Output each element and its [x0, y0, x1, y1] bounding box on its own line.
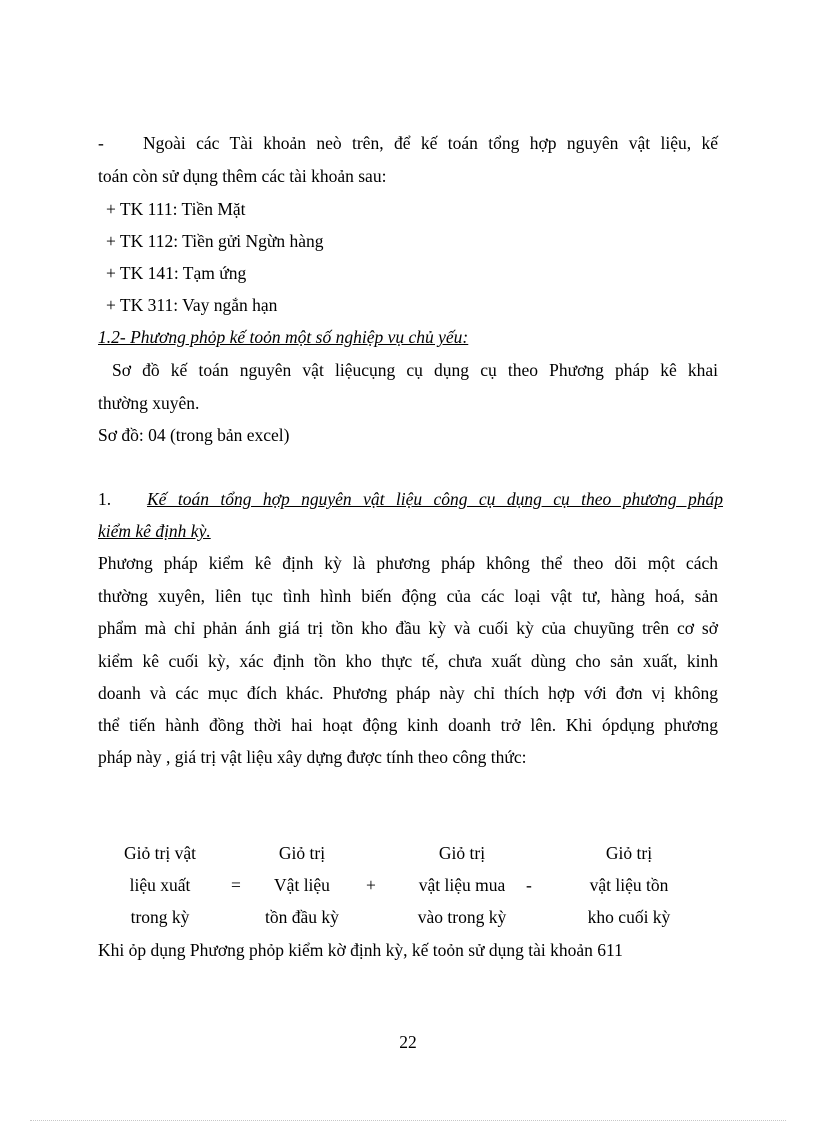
formula-text: vật liệu mua	[418, 875, 506, 895]
section-1-heading-line-1: Kế toán tổng hợp nguyên vật liệu công cụ dụng cụ theo phương pháp	[147, 489, 723, 509]
formula-text: trong kỳ	[130, 907, 190, 927]
section-1-para-line-2: thường xuyên, liên tục tình hình biến động của các loại vật tư, hàng hoá, sản	[98, 586, 718, 606]
formula-text: Giỏ trị	[438, 843, 486, 863]
account-item-112: + TK 112: Tiền gửi Ngừn hàng	[106, 231, 324, 251]
formula-minus: -	[526, 875, 532, 895]
formula-plus: +	[366, 875, 376, 895]
formula-text: Giỏ trị vật	[124, 843, 196, 863]
account-item-141: + TK 141: Tạm ứng	[106, 263, 247, 283]
formula-equals: =	[231, 875, 241, 895]
section-1-para-line-4: kiểm kê cuối kỳ, xác định tồn kho thực tế, chưa xuất dùng cho sản xuất, kinh	[98, 651, 718, 671]
formula-text: vật liệu tồn	[589, 875, 669, 895]
intro-bullet: -	[98, 133, 104, 153]
section-1-2-line-1: Sơ đồ kế toán nguyên vật liệucụng cụ dụng cụ theo Phương pháp kê khai	[112, 360, 718, 380]
section-1-para-line-1: Phương pháp kiểm kê định kỳ là phương pháp không thể theo dõi một cách	[98, 553, 718, 573]
section-1-para-line-3: phẩm mà chỉ phản ánh giá trị tồn kho đầu kỳ và cuối kỳ của chuyũng trên cơ sở	[98, 618, 718, 638]
page-number: 22	[399, 1032, 417, 1052]
formula-col-closing-value	[549, 841, 709, 929]
formula-text: kho cuối kỳ	[587, 907, 671, 927]
intro-line-2: toán còn sử dụng thêm các tài khoản sau:	[98, 166, 387, 186]
formula-text: Giỏ trị	[278, 843, 326, 863]
formula-text: tồn đầu kỳ	[265, 907, 339, 927]
intro-line-1: Ngoài các Tài khoản neò trên, để kế toán tổng hợp nguyên vật liệu, kế	[143, 133, 718, 153]
account-item-311: + TK 311: Vay ngắn hạn	[106, 295, 278, 315]
formula-text: liệu xuất	[129, 875, 191, 895]
diagram-reference: Sơ đồ: 04 (trong bản excel)	[98, 425, 290, 445]
formula-col-opening-value	[222, 841, 382, 929]
section-1-para-line-5: doanh và các mục đích khác. Phương pháp này chỉ thích hợp với đơn vị không	[98, 683, 718, 703]
formula-text: Giỏ trị	[605, 843, 653, 863]
formula-text: Vật liệu	[274, 875, 330, 895]
section-1-number: 1.	[98, 489, 112, 509]
formula-col-issued-value	[80, 841, 240, 929]
formula-text: vào trong kỳ	[417, 907, 507, 927]
closing-line: Khi ỏp dụng Phương phỏp kiểm kờ định kỳ, kế toỏn sử dụng tài khoản 611	[98, 940, 623, 960]
section-1-para-line-6: thể tiến hành đồng thời hai hoạt động kinh doanh trở lên. Khi ópdụng phương	[98, 715, 718, 735]
section-1-para-line-7: pháp này , giá trị vật liệu xây dựng được tính theo công thức:	[98, 747, 527, 767]
section-1-heading-line-2: kiểm kê định kỳ.	[98, 521, 211, 541]
section-1-2-line-2: thường xuyên.	[98, 393, 200, 413]
section-1-2-heading: 1.2- Phương phỏp kế toỏn một số nghiệp vụ chủ yếu:	[98, 327, 469, 347]
account-item-111: + TK 111: Tiền Mặt	[106, 199, 246, 219]
formula-col-purchased-value	[382, 841, 542, 929]
page-bottom-divider	[30, 1120, 786, 1121]
